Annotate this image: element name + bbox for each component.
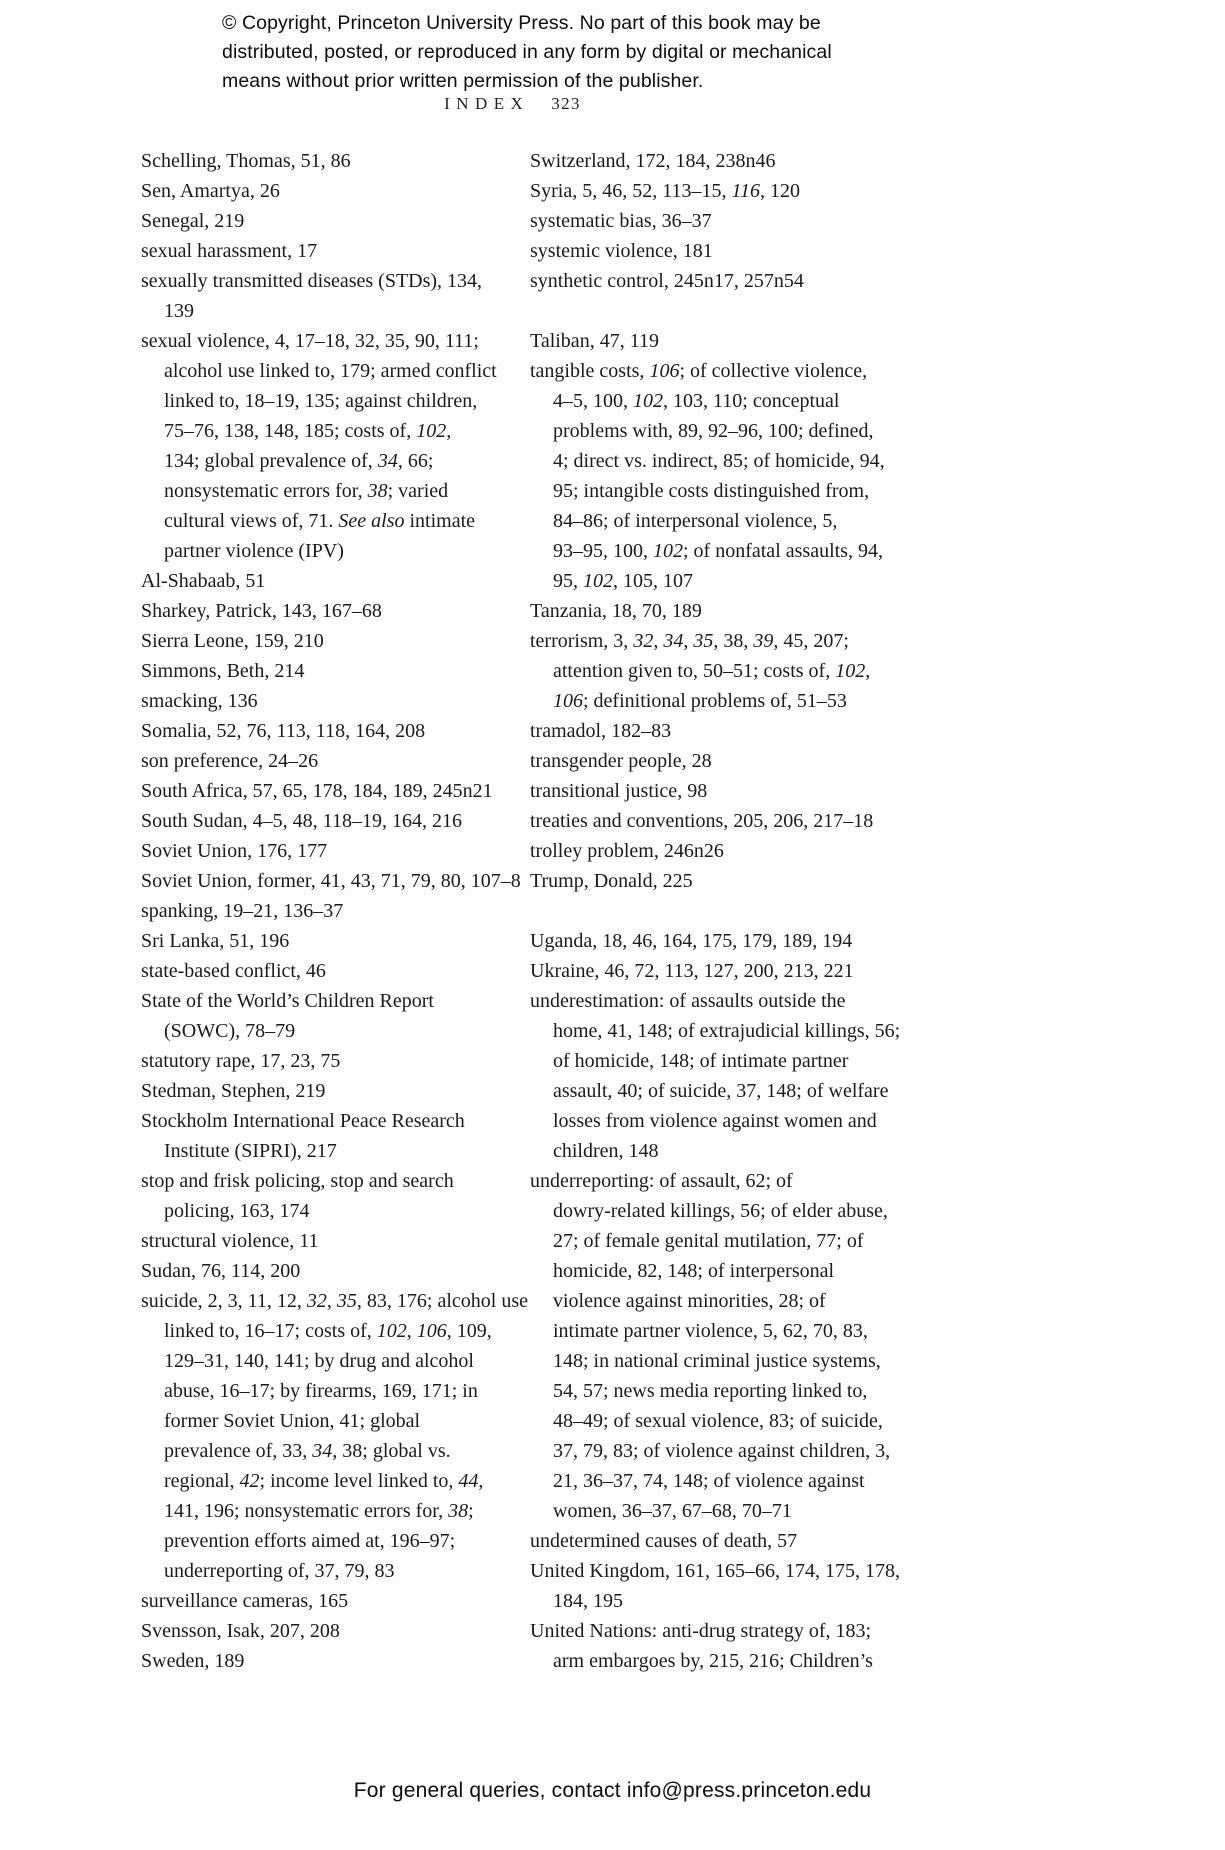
index-line: violence against minorities, 28; of <box>553 1290 826 1312</box>
index-line: 148; in national criminal justice systems, <box>553 1350 881 1372</box>
index-line: problems with, 89, 92–96, 100; defined, <box>553 420 874 442</box>
index-line: Ukraine, 46, 72, 113, 127, 200, 213, 221 <box>530 960 854 982</box>
footer-contact: For general queries, contact info@press.princeton.edu <box>353 1779 872 1802</box>
index-line: trolley problem, 246n26 <box>530 840 724 862</box>
index-line: 4–5, 100, 102, 103, 110; conceptual <box>553 390 840 412</box>
index-line: Sen, Amartya, 26 <box>141 180 280 202</box>
index-line: Sudan, 76, 114, 200 <box>141 1260 301 1282</box>
index-line: linked to, 16–17; costs of, 102, 106, 109, <box>164 1320 492 1342</box>
index-line: South Africa, 57, 65, 178, 184, 189, 245n21 <box>141 780 493 802</box>
running-head <box>140 94 885 114</box>
index-line: underestimation: of assaults outside the <box>530 990 846 1012</box>
index-line: terrorism, 3, 32, 34, 35, 38, 39, 45, 207; <box>530 630 849 652</box>
index-right-column <box>530 146 960 1676</box>
index-line: spanking, 19–21, 136–37 <box>141 900 344 922</box>
index-line: systematic bias, 36–37 <box>530 210 712 232</box>
index-line: 37, 79, 83; of violence against children, 3, <box>553 1440 891 1462</box>
index-line: prevalence of, 33, 34, 38; global vs. <box>164 1440 451 1462</box>
index-line: Trump, Donald, 225 <box>530 870 693 892</box>
copyright-line: distributed, posted, or reproduced in any form by digital or mechanical <box>222 41 832 63</box>
index-line: homicide, 82, 148; of interpersonal <box>553 1260 835 1282</box>
index-line: 54, 57; news media reporting linked to, <box>553 1380 868 1402</box>
index-line: Institute (SIPRI), 217 <box>164 1140 337 1162</box>
index-line: tangible costs, 106; of collective violence, <box>530 360 868 382</box>
index-line: underreporting: of assault, 62; of <box>530 1170 793 1192</box>
index-line: Schelling, Thomas, 51, 86 <box>141 150 351 172</box>
index-line: suicide, 2, 3, 11, 12, 32, 35, 83, 176; alcohol use <box>141 1290 529 1312</box>
index-line: assault, 40; of suicide, 37, 148; of welfare <box>553 1080 889 1102</box>
index-line: alcohol use linked to, 179; armed conflict <box>164 360 497 382</box>
index-line: Sri Lanka, 51, 196 <box>141 930 290 952</box>
index-line: Sierra Leone, 159, 210 <box>141 630 324 652</box>
index-line: nonsystematic errors for, 38; varied <box>164 480 449 502</box>
index-line: Sweden, 189 <box>141 1650 245 1672</box>
index-line: sexual violence, 4, 17–18, 32, 35, 90, 111; <box>141 330 479 352</box>
index-line: 106; definitional problems of, 51–53 <box>553 690 847 712</box>
index-line: Soviet Union, former, 41, 43, 71, 79, 80, 107–8 <box>141 870 521 892</box>
index-line: 184, 195 <box>553 1590 623 1612</box>
index-line: Somalia, 52, 76, 113, 118, 164, 208 <box>141 720 426 742</box>
index-line: prevention efforts aimed at, 196–97; <box>164 1530 456 1552</box>
index-line: United Nations: anti-drug strategy of, 183; <box>530 1620 872 1642</box>
index-line: 129–31, 140, 141; by drug and alcohol <box>164 1350 474 1372</box>
index-line: 134; global prevalence of, 34, 66; <box>164 450 434 472</box>
index-line: 139 <box>164 300 194 322</box>
index-line: intimate partner violence, 5, 62, 70, 83, <box>553 1320 868 1342</box>
index-line: tramadol, 182–83 <box>530 720 672 742</box>
index-line: 84–86; of interpersonal violence, 5, <box>553 510 838 532</box>
index-line: transitional justice, 98 <box>530 780 708 802</box>
copyright-notice <box>222 9 832 96</box>
index-heading: INDEX <box>444 94 530 113</box>
index-line: home, 41, 148; of extrajudicial killings, 56; <box>553 1020 901 1042</box>
index-line: 95; intangible costs distinguished from, <box>553 480 870 502</box>
index-line: 27; of female genital mutilation, 77; of <box>553 1230 864 1252</box>
index-line: women, 36–37, 67–68, 70–71 <box>553 1500 792 1522</box>
index-line: Al-Shabaab, 51 <box>141 570 266 592</box>
index-line: surveillance cameras, 165 <box>141 1590 349 1612</box>
index-line: state-based conflict, 46 <box>141 960 326 982</box>
index-line: policing, 163, 174 <box>164 1200 310 1222</box>
index-line: Tanzania, 18, 70, 189 <box>530 600 702 622</box>
index-line: stop and frisk policing, stop and search <box>141 1170 454 1192</box>
index-line: undetermined causes of death, 57 <box>530 1530 798 1552</box>
index-section-gap <box>530 896 960 926</box>
index-line: children, 148 <box>553 1140 659 1162</box>
index-line: cultural views of, 71. See also intimate <box>164 510 476 532</box>
index-line: linked to, 18–19, 135; against children, <box>164 390 478 412</box>
index-line: 93–95, 100, 102; of nonfatal assaults, 94, <box>553 540 883 562</box>
index-line: Uganda, 18, 46, 164, 175, 179, 189, 194 <box>530 930 853 952</box>
index-line: Svensson, Isak, 207, 208 <box>141 1620 340 1642</box>
index-line: losses from violence against women and <box>553 1110 877 1132</box>
index-line: attention given to, 50–51; costs of, 102, <box>553 660 871 682</box>
index-line: 95, 102, 105, 107 <box>553 570 693 592</box>
index-line: Soviet Union, 176, 177 <box>141 840 328 862</box>
index-line: (SOWC), 78–79 <box>164 1020 296 1042</box>
index-line: 4; direct vs. indirect, 85; of homicide, 94, <box>553 450 885 472</box>
index-left-column <box>141 146 533 1676</box>
index-line: son preference, 24–26 <box>141 750 319 772</box>
index-line: structural violence, 11 <box>141 1230 319 1252</box>
index-line: systemic violence, 181 <box>530 240 713 262</box>
index-line: underreporting of, 37, 79, 83 <box>164 1560 395 1582</box>
index-line: statutory rape, 17, 23, 75 <box>141 1050 341 1072</box>
index-line: 141, 196; nonsystematic errors for, 38; <box>164 1500 474 1522</box>
index-line: Senegal, 219 <box>141 210 245 232</box>
index-line: Simmons, Beth, 214 <box>141 660 305 682</box>
index-line: 48–49; of sexual violence, 83; of suicide, <box>553 1410 883 1432</box>
index-line: abuse, 16–17; by firearms, 169, 171; in <box>164 1380 478 1402</box>
index-line: Stockholm International Peace Research <box>141 1110 465 1132</box>
index-line: Sharkey, Patrick, 143, 167–68 <box>141 600 382 622</box>
index-line: Stedman, Stephen, 219 <box>141 1080 326 1102</box>
index-line: Taliban, 47, 119 <box>530 330 659 352</box>
index-line: synthetic control, 245n17, 257n54 <box>530 270 804 292</box>
index-line: State of the World’s Children Report <box>141 990 434 1012</box>
index-line: regional, 42; income level linked to, 44, <box>164 1470 484 1492</box>
index-line: of homicide, 148; of intimate partner <box>553 1050 849 1072</box>
index-line: 75–76, 138, 148, 185; costs of, 102, <box>164 420 452 442</box>
page-number: 323 <box>551 94 581 113</box>
index-line: transgender people, 28 <box>530 750 712 772</box>
index-line: sexual harassment, 17 <box>141 240 318 262</box>
index-line: South Sudan, 4–5, 48, 118–19, 164, 216 <box>141 810 462 832</box>
index-line: dowry-related killings, 56; of elder abuse, <box>553 1200 888 1222</box>
index-line: United Kingdom, 161, 165–66, 174, 175, 178, <box>530 1560 900 1582</box>
index-line: arm embargoes by, 215, 216; Children’s <box>553 1650 873 1672</box>
index-line: partner violence (IPV) <box>164 540 344 562</box>
index-line: smacking, 136 <box>141 690 258 712</box>
index-line: 21, 36–37, 74, 148; of violence against <box>553 1470 865 1492</box>
index-line: former Soviet Union, 41; global <box>164 1410 421 1432</box>
index-section-gap <box>530 296 960 326</box>
copyright-line: means without prior written permission of the publisher. <box>222 70 704 92</box>
copyright-line: © Copyright, Princeton University Press. No part of this book may be <box>222 12 821 34</box>
index-line: treaties and conventions, 205, 206, 217–18 <box>530 810 874 832</box>
index-line: Syria, 5, 46, 52, 113–15, 116, 120 <box>530 180 800 202</box>
index-line: sexually transmitted diseases (STDs), 134, <box>141 270 483 292</box>
index-line: Switzerland, 172, 184, 238n46 <box>530 150 776 172</box>
